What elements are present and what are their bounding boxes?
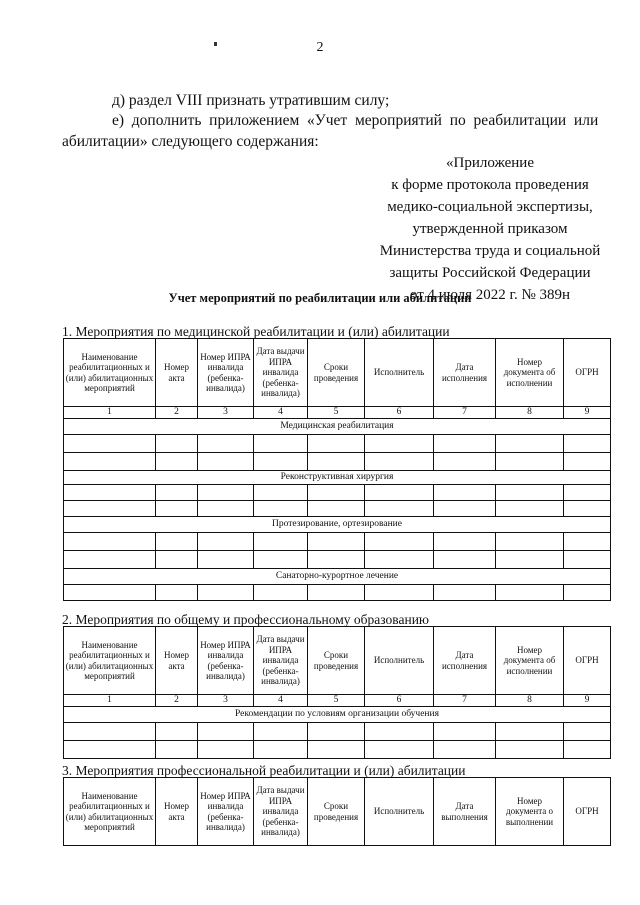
col-number: 8	[496, 695, 564, 707]
appendix-line: Министерства труда и социальной	[379, 243, 601, 259]
col-header: Номер документа об исполнении	[496, 627, 564, 695]
section-3-title: 3. Мероприятия профессиональной реабилитации и (или) абилитации	[62, 763, 466, 778]
col-header: Наименование реабилитационных и (или) абилитационных мероприятий	[64, 627, 156, 695]
col-number: 1	[64, 407, 156, 419]
header-row	[64, 778, 611, 846]
empty-row	[64, 723, 611, 741]
header-row	[64, 339, 611, 407]
col-header: Исполнитель	[365, 339, 434, 407]
empty-row	[64, 453, 611, 471]
col-number: 7	[434, 407, 496, 419]
empty-row	[64, 585, 611, 601]
col-header: Дата выдачи ИПРА инвалида (ребенка-инвалида)	[254, 339, 308, 407]
intro-line-e-2: абилитации» следующего содержания:	[62, 133, 319, 150]
empty-row	[64, 501, 611, 517]
col-header: ОГРН	[564, 339, 611, 407]
col-number: 2	[156, 407, 198, 419]
empty-row	[64, 551, 611, 569]
category-row: Медицинская реабилитация	[64, 419, 611, 435]
appendix-line: от 4 июля 2022 г. № 389н	[409, 287, 571, 303]
number-row	[64, 695, 611, 707]
col-header: Сроки проведения	[308, 778, 365, 846]
appendix-line: к форме протокола проведения	[391, 177, 589, 193]
page-number: 2	[316, 40, 324, 55]
col-number: 1	[64, 695, 156, 707]
col-header: Номер ИПРА инвалида (ребенка-инвалида)	[198, 627, 254, 695]
empty-row	[64, 741, 611, 759]
appendix-line: «Приложение	[445, 155, 534, 171]
col-header: Номер акта	[156, 778, 198, 846]
col-number: 9	[564, 695, 611, 707]
col-number: 9	[564, 407, 611, 419]
col-number: 5	[308, 407, 365, 419]
col-number: 5	[308, 695, 365, 707]
col-header: Номер документа об исполнении	[496, 339, 564, 407]
section-1-title: 1. Мероприятия по медицинской реабилитации и (или) абилитации	[62, 324, 450, 339]
intro-line-d: д) раздел VIII признать утратившим силу;	[112, 92, 390, 109]
col-header: Дата выдачи ИПРА инвалида (ребенка-инвалида)	[254, 627, 308, 695]
col-header: Исполнитель	[365, 778, 434, 846]
appendix-line: утвержденной приказом	[412, 221, 568, 237]
col-number: 4	[254, 407, 308, 419]
section-2-table	[63, 626, 611, 759]
category-row: Рекомендации по условиям организации обучения	[64, 707, 611, 723]
header-row	[64, 627, 611, 695]
col-number: 3	[198, 407, 254, 419]
col-header: Сроки проведения	[308, 339, 365, 407]
scan-speck	[214, 42, 217, 46]
col-header: Номер ИПРА инвалида (ребенка-инвалида)	[198, 778, 254, 846]
appendix-line: защиты Российской Федерации	[389, 265, 591, 281]
col-number: 6	[365, 695, 434, 707]
col-header: Дата исполнения	[434, 627, 496, 695]
col-header: Наименование реабилитационных и (или) абилитационных мероприятий	[64, 339, 156, 407]
section-1-table	[63, 338, 611, 601]
col-number: 8	[496, 407, 564, 419]
col-header: Дата выполнения	[434, 778, 496, 846]
category-row: Санаторно-курортное лечение	[64, 569, 611, 585]
col-header: Номер акта	[156, 339, 198, 407]
col-header: Наименование реабилитационных и (или) абилитационных мероприятий	[64, 778, 156, 846]
intro-line-e-1: е) дополнить приложением «Учет мероприятий по реабилитации или	[112, 112, 599, 129]
col-number: 4	[254, 695, 308, 707]
empty-row	[64, 485, 611, 501]
col-header: ОГРН	[564, 627, 611, 695]
category-row: Реконструктивная хирургия	[64, 471, 611, 485]
col-number: 7	[434, 695, 496, 707]
number-row	[64, 407, 611, 419]
empty-row	[64, 435, 611, 453]
empty-row	[64, 533, 611, 551]
appendix-line: медико-социальной экспертизы,	[387, 199, 593, 215]
col-header: Номер акта	[156, 627, 198, 695]
col-header: ОГРН	[564, 778, 611, 846]
col-header: Исполнитель	[365, 627, 434, 695]
document-title: Учет мероприятий по реабилитации или абилитации	[168, 291, 472, 305]
section-3-table	[63, 777, 611, 846]
col-header: Номер документа о выполнении	[496, 778, 564, 846]
col-number: 6	[365, 407, 434, 419]
col-header: Дата выдачи ИПРА инвалида (ребенка-инвалида)	[254, 778, 308, 846]
category-row: Протезирование, ортезирование	[64, 517, 611, 533]
appendix-block	[360, 152, 620, 306]
col-number: 3	[198, 695, 254, 707]
col-number: 2	[156, 695, 198, 707]
col-header: Дата исполнения	[434, 339, 496, 407]
col-header: Сроки проведения	[308, 627, 365, 695]
section-2-title: 2. Мероприятия по общему и профессиональному образованию	[62, 612, 430, 627]
col-header: Номер ИПРА инвалида (ребенка-инвалида)	[198, 339, 254, 407]
